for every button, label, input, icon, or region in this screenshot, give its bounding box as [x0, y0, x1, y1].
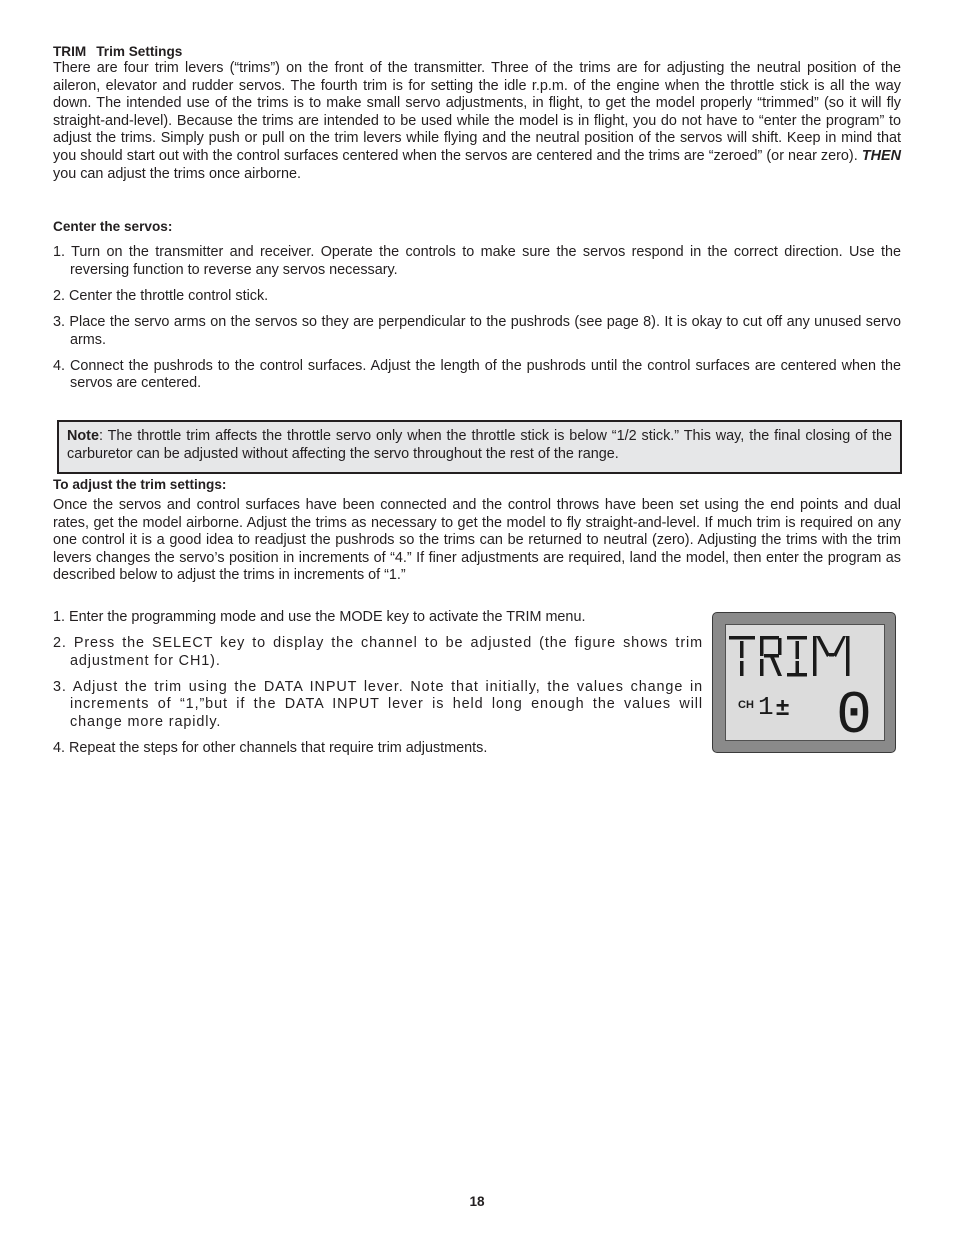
trim-code: TRIM [53, 44, 87, 59]
center-servos-list [53, 244, 901, 393]
adjust-trim-heading: To adjust the trim settings: [53, 477, 227, 492]
trim-intro-tail: you can adjust the trims once airborne. [53, 165, 301, 182]
note-label: Note [67, 428, 99, 444]
trim-section-heading [53, 43, 901, 60]
list-item: 3. Adjust the trim using the DATA INPUT lever. Note that initially, the values change in increments of “1,”but if the DATA INPUT lever is held long enough the values will change more rapidly. [53, 678, 703, 730]
lcd-channel-number: 1 [758, 692, 774, 722]
lcd-display-figure [712, 612, 896, 753]
lcd-channel-label: CH [738, 699, 754, 711]
note-text: : The throttle trim affects the throttle servo only when the throttle stick is below “1/2 stick.” This way, the final closing of the carburetor can be adjusted without affecting the servo throughout the rest of the range. [67, 428, 892, 462]
trim-title: Trim Settings [96, 44, 183, 59]
list-item: 4. Connect the pushrods to the control surfaces. Adjust the length of the pushrods until the control surfaces are centered when the servos are centered. [53, 357, 901, 392]
center-servos-heading: Center the servos: [53, 219, 173, 235]
list-item: 3. Place the servo arms on the servos so they are perpendicular to the pushrods (see page 8). It is okay to cut off any unused servo arms. [53, 313, 901, 348]
trim-intro-emphasis: THEN [861, 147, 901, 164]
page-content [53, 43, 901, 757]
lcd-sign: ± [776, 694, 790, 721]
list-item: 1. Turn on the transmitter and receiver. Operate the controls to make sure the servos respond in the correct direction. Use the reversing function to reverse any servos necessary. [53, 244, 901, 278]
trim-intro-paragraph [53, 60, 901, 183]
adjust-trim-list [53, 609, 703, 766]
lcd-screen [725, 624, 885, 741]
lcd-menu-text [729, 636, 850, 677]
note-box [57, 420, 902, 474]
trim-intro-text: There are four trim levers (“trims”) on the front of the transmitter. Three of the trims are for adjusting the neutral position of the aileron, elevator and rudder servos. The fourth trim is for setting the idle r.p.m. of the engine when the throttle stick is all the way down. The intended use of the trims is to make small servo adjustments, in flight, to get the model properly “trimmed” (so it will fly straight-and-level). Because the trims are intended to be used while the model is in flight, you do not have to “enter the program” to adjust the trims. Simply push or pull on the trim levers while flying and the neutral position of the servos will shift. Keep in mind that you should start out with the control surfaces centered when the servos are centered and the trims are “zeroed” (or near zero). [53, 60, 901, 164]
list-item: 1. Enter the programming mode and use the MODE key to activate the TRIM menu. [53, 609, 586, 625]
adjust-trim-section [53, 476, 901, 585]
list-item: 4. Repeat the steps for other channels that require trim adjustments. [53, 740, 488, 757]
list-item: 2. Press the SELECT key to display the channel to be adjusted (the figure shows trim adjustment for CH1). [53, 635, 703, 669]
page-number: 18 [469, 1194, 485, 1209]
lcd-segments [726, 625, 884, 740]
adjust-trim-paragraph: Once the servos and control surfaces have been connected and the control throws have been set using the end points and dual rates, get the model airborne. Adjust the trims as necessary to get the model to fly straight-and-level. If much trim is required on any one control it is a good idea to readjust the pushrods so the trims can be returned to neutral (zero). Adjusting the trims with the trim levers changes the servo’s position in increments of “4.” If finer adjustments are required, land the model, then enter the program as described below to adjust the trims in increments of “1.” [53, 497, 901, 584]
list-item: 2. Center the throttle control stick. [53, 287, 269, 304]
lcd-value: 0 [836, 683, 873, 740]
